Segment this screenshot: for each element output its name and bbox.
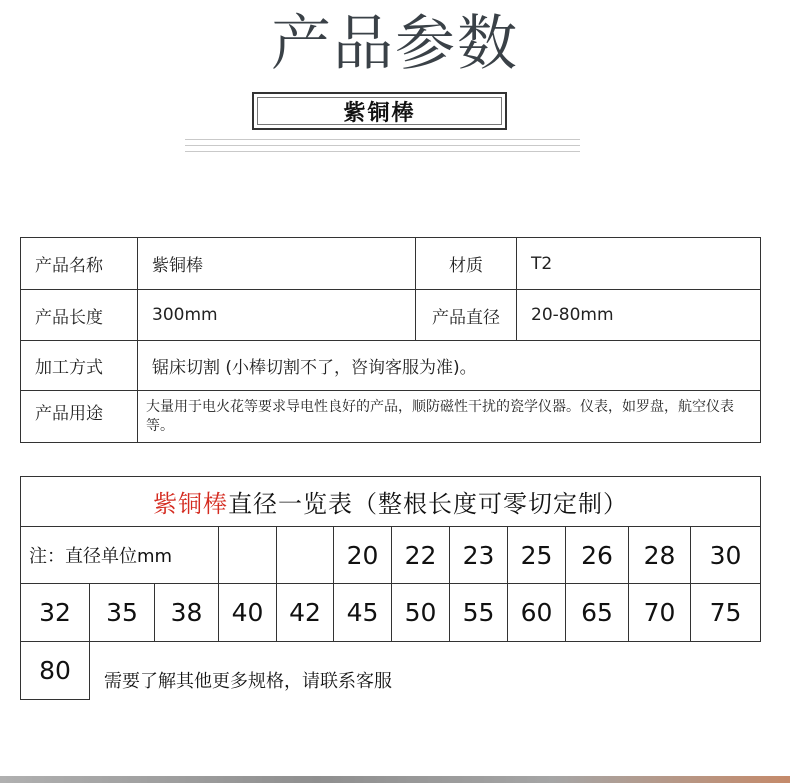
spec-label: 产品用途 <box>21 391 138 443</box>
spec-table <box>20 237 761 443</box>
diameter-cell: 25 <box>508 527 566 584</box>
title-highlight: 紫铜棒 <box>153 490 229 518</box>
diameter-cell: 28 <box>629 527 691 584</box>
spec-value: 300mm <box>138 290 416 341</box>
page-title: 产品参数 <box>271 9 519 79</box>
table-row <box>21 238 761 290</box>
unit-note: 注：直径单位mm <box>21 527 219 584</box>
diameter-cell: 70 <box>629 584 691 642</box>
spec-value: 紫铜棒 <box>138 238 416 290</box>
decorative-lines <box>185 139 580 157</box>
diameter-cell: 55 <box>450 584 508 642</box>
diameter-cell: 35 <box>90 584 155 642</box>
diameter-cell: 75 <box>691 584 761 642</box>
spec-value: 锯床切割 (小棒切割不了，咨询客服为准)。 <box>138 341 761 391</box>
diameter-cell: 20 <box>334 527 392 584</box>
table-row <box>21 341 761 391</box>
table-row <box>21 477 761 527</box>
table-row <box>21 642 761 700</box>
spec-value: 20-80mm <box>517 290 761 341</box>
diameter-cell: 38 <box>155 584 219 642</box>
spec-value: T2 <box>517 238 761 290</box>
spec-label: 材质 <box>416 238 517 290</box>
table-row <box>21 527 761 584</box>
spec-label: 产品名称 <box>21 238 138 290</box>
spec-label: 产品长度 <box>21 290 138 341</box>
spec-value: 大量用于电火花等要求导电性良好的产品，顺防磁性干扰的瓷学仪器。仪表，如罗盘，航空仪表等。 <box>138 391 761 443</box>
bottom-image-strip <box>0 776 790 783</box>
diameter-cell: 22 <box>392 527 450 584</box>
title-text: 直径一览表（整根长度可零切定制） <box>228 490 629 518</box>
diameter-cell: 42 <box>277 584 334 642</box>
diameter-cell: 23 <box>450 527 508 584</box>
diameter-cell: 65 <box>566 584 629 642</box>
empty-cell <box>277 527 334 584</box>
diameter-table-title <box>21 477 761 527</box>
table-row <box>21 290 761 341</box>
table-row <box>21 584 761 642</box>
diameter-cell: 30 <box>691 527 761 584</box>
diameter-cell: 26 <box>566 527 629 584</box>
diameter-cell: 80 <box>21 642 90 700</box>
product-name-banner: 紫铜棒 <box>252 92 507 130</box>
diameter-cell: 32 <box>21 584 90 642</box>
spec-label: 加工方式 <box>21 341 138 391</box>
diameter-cell: 50 <box>392 584 450 642</box>
diameter-table <box>20 476 761 700</box>
spec-label: 产品直径 <box>416 290 517 341</box>
contact-note: 需要了解其他更多规格，请联系客服 <box>104 670 392 692</box>
table-row <box>21 391 761 443</box>
empty-cell <box>219 527 277 584</box>
diameter-cell: 45 <box>334 584 392 642</box>
diameter-cell: 40 <box>219 584 277 642</box>
diameter-cell: 60 <box>508 584 566 642</box>
